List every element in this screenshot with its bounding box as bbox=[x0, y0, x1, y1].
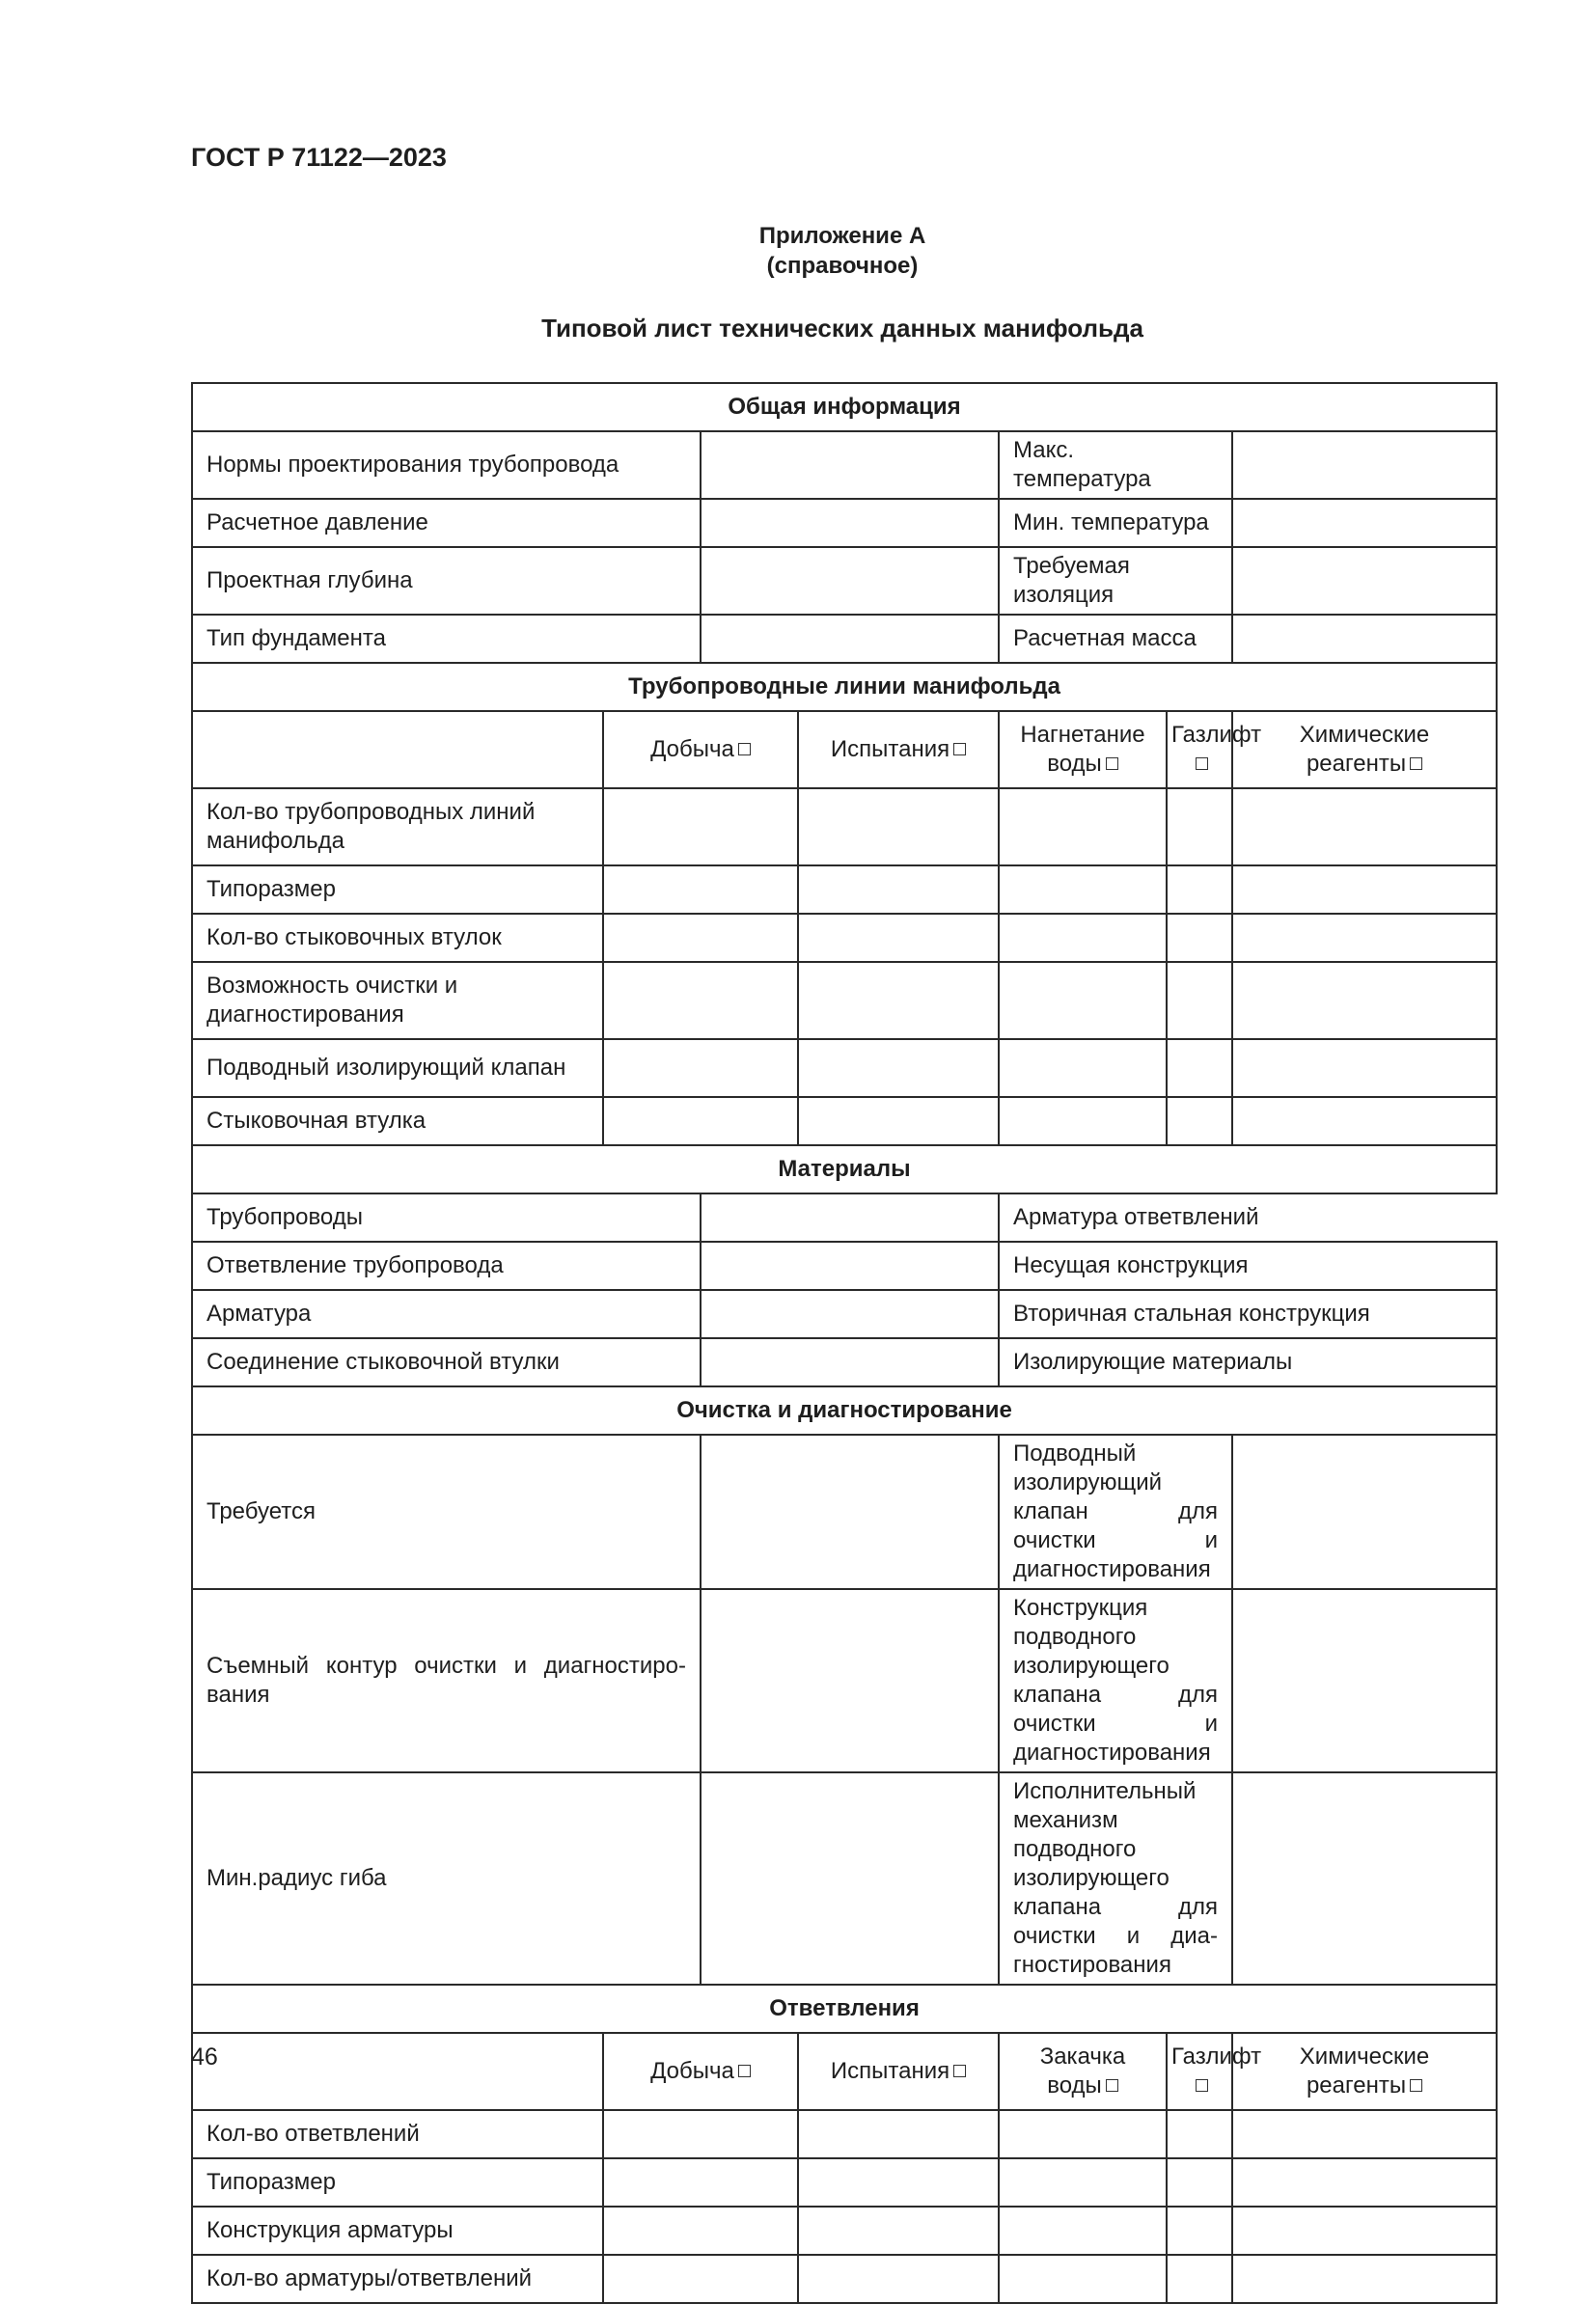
value-cell[interactable] bbox=[701, 1435, 999, 1589]
row-label: Ответвление трубопровода bbox=[192, 1242, 701, 1290]
column-header: Нагнетание воды bbox=[999, 711, 1167, 788]
value-cell[interactable] bbox=[1167, 1097, 1232, 1145]
checkbox-icon[interactable] bbox=[953, 2065, 966, 2077]
value-cell[interactable] bbox=[798, 788, 999, 865]
value-cell[interactable] bbox=[1167, 788, 1232, 865]
value-cell[interactable] bbox=[701, 1290, 999, 1338]
value-cell[interactable] bbox=[603, 1097, 798, 1145]
column-header: Закачка воды bbox=[999, 2033, 1167, 2110]
value-cell[interactable] bbox=[603, 962, 798, 1039]
value-cell[interactable] bbox=[1232, 788, 1497, 865]
value-cell[interactable] bbox=[701, 1589, 999, 1772]
table-row bbox=[192, 914, 1497, 962]
value-cell[interactable] bbox=[1167, 2255, 1232, 2303]
section-title-general: Общая информация bbox=[192, 383, 1497, 431]
row-label: Кол-во трубопроводных линий манифольда bbox=[192, 788, 603, 865]
table-row bbox=[192, 2110, 1497, 2158]
value-cell[interactable] bbox=[798, 1097, 999, 1145]
column-header-row bbox=[192, 2033, 1497, 2110]
table-row bbox=[192, 1589, 1497, 1772]
checkbox-icon[interactable] bbox=[1106, 757, 1118, 770]
table-row bbox=[192, 499, 1497, 547]
value-cell[interactable] bbox=[1232, 1589, 1497, 1772]
row-label: Мин.радиус гиба bbox=[192, 1772, 701, 1985]
value-cell[interactable] bbox=[999, 914, 1167, 962]
table-row bbox=[192, 1290, 1497, 1338]
value-cell[interactable] bbox=[1232, 1097, 1497, 1145]
column-header: Добыча bbox=[603, 711, 798, 788]
value-cell[interactable] bbox=[603, 1039, 798, 1097]
table-row bbox=[192, 2207, 1497, 2255]
column-header: Испытания bbox=[798, 2033, 999, 2110]
checkbox-icon[interactable] bbox=[1196, 757, 1208, 770]
appendix-label: Приложение А bbox=[758, 223, 926, 249]
row-label: Требуемая изоляция bbox=[999, 547, 1232, 615]
value-cell[interactable] bbox=[1167, 914, 1232, 962]
value-cell[interactable] bbox=[1232, 1435, 1497, 1589]
page-number: 46 bbox=[191, 2043, 218, 2071]
row-label: Подводный изолирующий клапан bbox=[192, 1039, 603, 1097]
row-label: Макс. температура bbox=[999, 431, 1232, 499]
value-cell[interactable] bbox=[701, 1772, 999, 1985]
value-cell[interactable] bbox=[798, 962, 999, 1039]
value-cell[interactable] bbox=[1167, 865, 1232, 914]
row-label: Мин. температура bbox=[999, 499, 1232, 547]
table-row bbox=[192, 615, 1497, 663]
table-row bbox=[192, 1772, 1497, 1985]
value-cell[interactable] bbox=[798, 865, 999, 914]
value-cell[interactable] bbox=[1232, 615, 1497, 663]
row-label: Типоразмер bbox=[192, 2158, 603, 2207]
section-title-branches: Ответвления bbox=[192, 1985, 1497, 2033]
value-cell[interactable] bbox=[1232, 865, 1497, 914]
table-row bbox=[192, 1039, 1497, 1097]
value-cell[interactable] bbox=[999, 1039, 1167, 1097]
row-label: Исполнительный механизм подводного изолирующего клапана для очистки и диа-гностирования bbox=[999, 1772, 1232, 1985]
row-label: Несущая конструкция bbox=[999, 1242, 1497, 1290]
row-label: Типоразмер bbox=[192, 865, 603, 914]
table-row bbox=[192, 2158, 1497, 2207]
row-label: Съемный контур очистки и диагностиро-вания bbox=[192, 1589, 701, 1772]
value-cell[interactable] bbox=[1232, 1039, 1497, 1097]
row-label: Возможность очистки и диагностирования bbox=[192, 962, 603, 1039]
header-blank-cell bbox=[192, 2033, 603, 2110]
value-cell[interactable] bbox=[999, 2207, 1167, 2255]
row-label: Арматура bbox=[192, 1290, 701, 1338]
value-cell[interactable] bbox=[999, 788, 1167, 865]
value-cell[interactable] bbox=[1232, 431, 1497, 499]
value-cell[interactable] bbox=[999, 2255, 1167, 2303]
row-label: Расчетная масса bbox=[999, 615, 1232, 663]
value-cell[interactable] bbox=[1232, 962, 1497, 1039]
row-label: Кол-во ответвлений bbox=[192, 2110, 603, 2158]
value-cell[interactable] bbox=[1167, 1039, 1232, 1097]
value-cell[interactable] bbox=[701, 1338, 999, 1386]
checkbox-icon[interactable] bbox=[1106, 2079, 1118, 2092]
value-cell[interactable] bbox=[701, 499, 999, 547]
table-row bbox=[192, 865, 1497, 914]
value-cell[interactable] bbox=[603, 2207, 798, 2255]
table-row bbox=[192, 547, 1497, 615]
row-label: Конструкция подводного изолирующего клапана для очистки и диагностирования bbox=[999, 1589, 1232, 1772]
value-cell[interactable] bbox=[701, 1242, 999, 1290]
row-label: Нормы проектирования трубопровода bbox=[192, 431, 701, 499]
table-row bbox=[192, 1193, 1497, 1242]
value-cell[interactable] bbox=[798, 1039, 999, 1097]
appendix-heading bbox=[191, 221, 1494, 281]
value-cell[interactable] bbox=[999, 865, 1167, 914]
row-label: Подводный изолирующий клапан для очистки и диагностирования bbox=[999, 1435, 1232, 1589]
value-cell[interactable] bbox=[999, 962, 1167, 1039]
column-header: Испытания bbox=[798, 711, 999, 788]
value-cell[interactable] bbox=[603, 2158, 798, 2207]
appendix-type: (справочное) bbox=[766, 253, 919, 279]
value-cell[interactable] bbox=[1232, 914, 1497, 962]
row-label: Изолирующие материалы bbox=[999, 1338, 1497, 1386]
sheet-title: Типовой лист технических данных манифольда bbox=[541, 314, 1143, 343]
row-label: Проектная глубина bbox=[192, 547, 701, 615]
value-cell[interactable] bbox=[603, 788, 798, 865]
checkbox-icon[interactable] bbox=[1410, 757, 1422, 770]
header-blank-cell bbox=[192, 711, 603, 788]
row-label: Кол-во стыковочных втулок bbox=[192, 914, 603, 962]
row-label: Соединение стыковочной втулки bbox=[192, 1338, 701, 1386]
value-cell[interactable] bbox=[1232, 547, 1497, 615]
datasheet-table bbox=[191, 382, 1498, 2304]
row-label: Трубопроводы bbox=[192, 1193, 701, 1242]
checkbox-icon[interactable] bbox=[1410, 2079, 1422, 2092]
table-row bbox=[192, 2255, 1497, 2303]
value-cell[interactable] bbox=[603, 865, 798, 914]
value-cell[interactable] bbox=[701, 431, 999, 499]
table-row bbox=[192, 1338, 1497, 1386]
row-label: Тип фундамента bbox=[192, 615, 701, 663]
value-cell[interactable] bbox=[1167, 2207, 1232, 2255]
value-cell[interactable] bbox=[999, 2158, 1167, 2207]
section-title-cleaning: Очистка и диагностирование bbox=[192, 1386, 1497, 1435]
checkbox-icon[interactable] bbox=[738, 2065, 751, 2077]
checkbox-icon[interactable] bbox=[738, 743, 751, 755]
value-cell[interactable] bbox=[1232, 2207, 1497, 2255]
value-cell[interactable] bbox=[603, 914, 798, 962]
value-cell[interactable] bbox=[1232, 2110, 1497, 2158]
column-header: Химические реагенты bbox=[1232, 2033, 1497, 2110]
column-header: Добыча bbox=[603, 2033, 798, 2110]
value-cell[interactable] bbox=[603, 2110, 798, 2158]
column-header-row bbox=[192, 711, 1497, 788]
value-cell[interactable] bbox=[701, 615, 999, 663]
value-cell[interactable] bbox=[701, 547, 999, 615]
section-title-materials: Материалы bbox=[192, 1145, 1497, 1193]
table-row bbox=[192, 431, 1497, 499]
value-cell[interactable] bbox=[798, 2110, 999, 2158]
table-row bbox=[192, 788, 1497, 865]
column-header: Газлифт bbox=[1167, 711, 1232, 788]
value-cell[interactable] bbox=[1232, 1772, 1497, 1985]
row-label: Арматура ответвлений bbox=[999, 1193, 1497, 1242]
value-cell[interactable] bbox=[701, 1193, 999, 1242]
value-cell[interactable] bbox=[1232, 2158, 1497, 2207]
row-label: Конструкция арматуры bbox=[192, 2207, 603, 2255]
row-label: Вторичная стальная конструкция bbox=[999, 1290, 1497, 1338]
standard-code: ГОСТ Р 71122—2023 bbox=[191, 143, 447, 172]
row-label: Расчетное давление bbox=[192, 499, 701, 547]
value-cell[interactable] bbox=[1232, 499, 1497, 547]
value-cell[interactable] bbox=[798, 2207, 999, 2255]
value-cell[interactable] bbox=[999, 1097, 1167, 1145]
value-cell[interactable] bbox=[1167, 962, 1232, 1039]
value-cell[interactable] bbox=[1232, 2255, 1497, 2303]
section-title-pipelines: Трубопроводные линии манифольда bbox=[192, 663, 1497, 711]
value-cell[interactable] bbox=[603, 2255, 798, 2303]
checkbox-icon[interactable] bbox=[953, 743, 966, 755]
column-header: Химические реагенты bbox=[1232, 711, 1497, 788]
value-cell[interactable] bbox=[798, 914, 999, 962]
checkbox-icon[interactable] bbox=[1196, 2079, 1208, 2092]
value-cell[interactable] bbox=[1167, 2110, 1232, 2158]
table-row bbox=[192, 1242, 1497, 1290]
value-cell[interactable] bbox=[798, 2255, 999, 2303]
table-row bbox=[192, 1435, 1497, 1589]
row-label: Требуется bbox=[192, 1435, 701, 1589]
row-label: Кол-во арматуры/ответвлений bbox=[192, 2255, 603, 2303]
row-label: Стыковочная втулка bbox=[192, 1097, 603, 1145]
value-cell[interactable] bbox=[999, 2110, 1167, 2158]
value-cell[interactable] bbox=[798, 2158, 999, 2207]
column-header: Газлифт bbox=[1167, 2033, 1232, 2110]
table-row bbox=[192, 962, 1497, 1039]
table-row bbox=[192, 1097, 1497, 1145]
value-cell[interactable] bbox=[1167, 2158, 1232, 2207]
